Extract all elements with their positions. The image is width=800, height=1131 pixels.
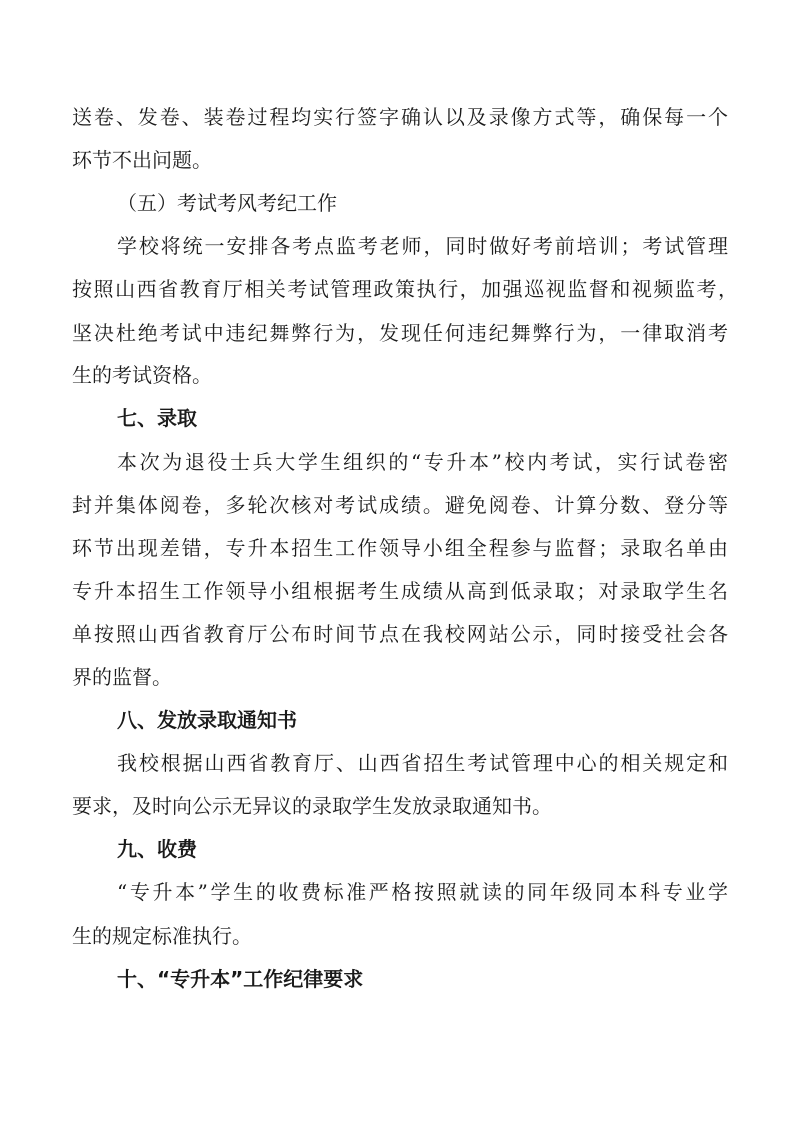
paragraph-line: 本次为退役士兵大学生组织的“专升本”校内考试，实行试卷密 <box>117 450 728 474</box>
paragraph-line: 按照山西省教育厅相关考试管理政策执行，加强巡视监督和视频监考， <box>72 277 738 301</box>
paragraph-line: 封并集体阅卷，多轮次核对考试成绩。避免阅卷、计算分数、登分等 <box>72 493 728 517</box>
paragraph-line: 环节出现差错，专升本招生工作领导小组全程参与监督；录取名单由 <box>72 536 728 560</box>
paragraph-line: 我校根据山西省教育厅、山西省招生考试管理中心的相关规定和 <box>117 751 728 775</box>
paragraph-line: 送卷、发卷、装卷过程均实行签字确认以及录像方式等，确保每一个 <box>72 105 728 129</box>
paragraph-line: 坚决杜绝考试中违纪舞弊行为，发现任何违纪舞弊行为，一律取消考 <box>72 321 728 345</box>
paragraph-line: 专升本招生工作领导小组根据考生成绩从高到低录取；对录取学生名 <box>72 579 728 603</box>
section-heading: 十、“专升本”工作纪律要求 <box>117 967 364 991</box>
paragraph-line: “专升本”学生的收费标准严格按照就读的同年级同本科专业学 <box>117 880 728 904</box>
section-heading: 七、录取 <box>117 406 197 430</box>
paragraph-line: 要求，及时向公示无异议的录取学生发放录取通知书。 <box>72 794 552 818</box>
paragraph-line: 学校将统一安排各考点监考老师，同时做好考前培训；考试管理 <box>117 234 728 258</box>
section-subheading: （五）考试考风考纪工作 <box>117 191 337 215</box>
paragraph-line: 生的规定标准执行。 <box>72 924 252 948</box>
paragraph-line: 单按照山西省教育厅公布时间节点在我校网站公示，同时接受社会各 <box>72 622 728 646</box>
paragraph-line: 界的监督。 <box>72 665 172 689</box>
paragraph-line: 生的考试资格。 <box>72 363 212 387</box>
paragraph-line: 环节不出问题。 <box>72 148 212 172</box>
section-heading: 八、发放录取通知书 <box>117 708 297 732</box>
section-heading: 九、收费 <box>117 837 197 861</box>
